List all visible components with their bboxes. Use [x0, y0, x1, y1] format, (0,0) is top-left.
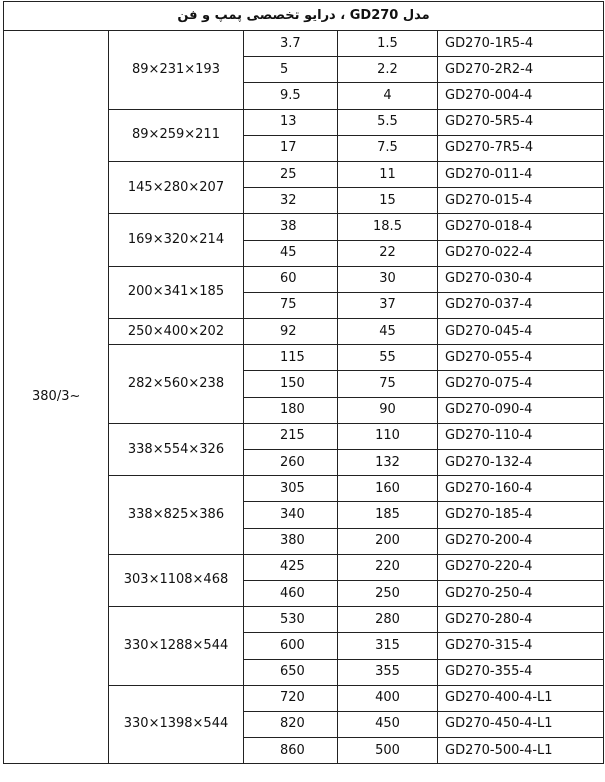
- dimensions-cell: 145×280×207: [109, 161, 244, 213]
- power-cell: 132: [338, 450, 438, 476]
- current-cell: 600: [244, 633, 338, 659]
- power-cell: 315: [338, 633, 438, 659]
- power-cell: 1.5: [338, 31, 438, 57]
- power-cell: 18.5: [338, 214, 438, 240]
- power-cell: 200: [338, 528, 438, 554]
- current-cell: 260: [244, 450, 338, 476]
- current-cell: 75: [244, 292, 338, 318]
- model-cell: GD270-280-4: [438, 607, 604, 633]
- model-cell: GD270-132-4: [438, 450, 604, 476]
- model-cell: GD270-011-4: [438, 161, 604, 187]
- model-cell: GD270-055-4: [438, 345, 604, 371]
- power-cell: 5.5: [338, 109, 438, 135]
- dimensions-cell: 250×400×202: [109, 319, 244, 345]
- model-cell: GD270-045-4: [438, 319, 604, 345]
- model-cell: GD270-015-4: [438, 188, 604, 214]
- power-cell: 185: [338, 502, 438, 528]
- spec-table: [3, 1, 604, 764]
- current-cell: 13: [244, 109, 338, 135]
- model-cell: GD270-450-4-L1: [438, 711, 604, 737]
- power-cell: 11: [338, 161, 438, 187]
- current-cell: 215: [244, 423, 338, 449]
- model-cell: GD270-2R2-4: [438, 57, 604, 83]
- current-cell: 150: [244, 371, 338, 397]
- voltage-cell: 380/3~: [4, 31, 109, 764]
- power-cell: 7.5: [338, 135, 438, 161]
- model-cell: GD270-075-4: [438, 371, 604, 397]
- power-cell: 45: [338, 319, 438, 345]
- title-row: [4, 2, 604, 31]
- power-cell: 4: [338, 83, 438, 109]
- model-cell: GD270-037-4: [438, 292, 604, 318]
- model-cell: GD270-090-4: [438, 397, 604, 423]
- current-cell: 38: [244, 214, 338, 240]
- dimensions-cell: 89×259×211: [109, 109, 244, 161]
- current-cell: 5: [244, 57, 338, 83]
- current-cell: 460: [244, 580, 338, 606]
- power-cell: 55: [338, 345, 438, 371]
- model-cell: GD270-500-4-L1: [438, 738, 604, 764]
- model-cell: GD270-315-4: [438, 633, 604, 659]
- dimensions-cell: 330×1288×544: [109, 607, 244, 686]
- model-cell: GD270-220-4: [438, 554, 604, 580]
- dimensions-cell: 89×231×193: [109, 31, 244, 110]
- model-cell: GD270-250-4: [438, 580, 604, 606]
- power-cell: 37: [338, 292, 438, 318]
- current-cell: 60: [244, 266, 338, 292]
- dimensions-cell: 169×320×214: [109, 214, 244, 266]
- power-cell: 22: [338, 240, 438, 266]
- table-title: مدل GD270 ، درایو تخصصی پمپ و فن: [4, 2, 604, 31]
- current-cell: 380: [244, 528, 338, 554]
- current-cell: 32: [244, 188, 338, 214]
- dimensions-cell: 330×1398×544: [109, 685, 244, 764]
- power-cell: 250: [338, 580, 438, 606]
- model-cell: GD270-7R5-4: [438, 135, 604, 161]
- model-cell: GD270-1R5-4: [438, 31, 604, 57]
- dimensions-cell: 338×554×326: [109, 423, 244, 475]
- power-cell: 500: [338, 738, 438, 764]
- model-cell: GD270-018-4: [438, 214, 604, 240]
- model-cell: GD270-022-4: [438, 240, 604, 266]
- power-cell: 15: [338, 188, 438, 214]
- dimensions-cell: 338×825×386: [109, 476, 244, 555]
- power-cell: 90: [338, 397, 438, 423]
- power-cell: 280: [338, 607, 438, 633]
- current-cell: 860: [244, 738, 338, 764]
- power-cell: 160: [338, 476, 438, 502]
- current-cell: 180: [244, 397, 338, 423]
- current-cell: 305: [244, 476, 338, 502]
- power-cell: 450: [338, 711, 438, 737]
- current-cell: 92: [244, 319, 338, 345]
- table-row: [4, 31, 604, 57]
- power-cell: 355: [338, 659, 438, 685]
- power-cell: 110: [338, 423, 438, 449]
- model-cell: GD270-200-4: [438, 528, 604, 554]
- current-cell: 820: [244, 711, 338, 737]
- model-cell: GD270-185-4: [438, 502, 604, 528]
- current-cell: 425: [244, 554, 338, 580]
- model-cell: GD270-110-4: [438, 423, 604, 449]
- power-cell: 75: [338, 371, 438, 397]
- model-cell: GD270-004-4: [438, 83, 604, 109]
- current-cell: 45: [244, 240, 338, 266]
- dimensions-cell: 282×560×238: [109, 345, 244, 424]
- current-cell: 720: [244, 685, 338, 711]
- power-cell: 2.2: [338, 57, 438, 83]
- model-cell: GD270-030-4: [438, 266, 604, 292]
- current-cell: 17: [244, 135, 338, 161]
- current-cell: 9.5: [244, 83, 338, 109]
- power-cell: 220: [338, 554, 438, 580]
- model-cell: GD270-355-4: [438, 659, 604, 685]
- current-cell: 115: [244, 345, 338, 371]
- current-cell: 3.7: [244, 31, 338, 57]
- power-cell: 400: [338, 685, 438, 711]
- current-cell: 530: [244, 607, 338, 633]
- model-cell: GD270-160-4: [438, 476, 604, 502]
- current-cell: 25: [244, 161, 338, 187]
- model-cell: GD270-400-4-L1: [438, 685, 604, 711]
- current-cell: 650: [244, 659, 338, 685]
- model-cell: GD270-5R5-4: [438, 109, 604, 135]
- dimensions-cell: 200×341×185: [109, 266, 244, 318]
- dimensions-cell: 303×1108×468: [109, 554, 244, 606]
- power-cell: 30: [338, 266, 438, 292]
- current-cell: 340: [244, 502, 338, 528]
